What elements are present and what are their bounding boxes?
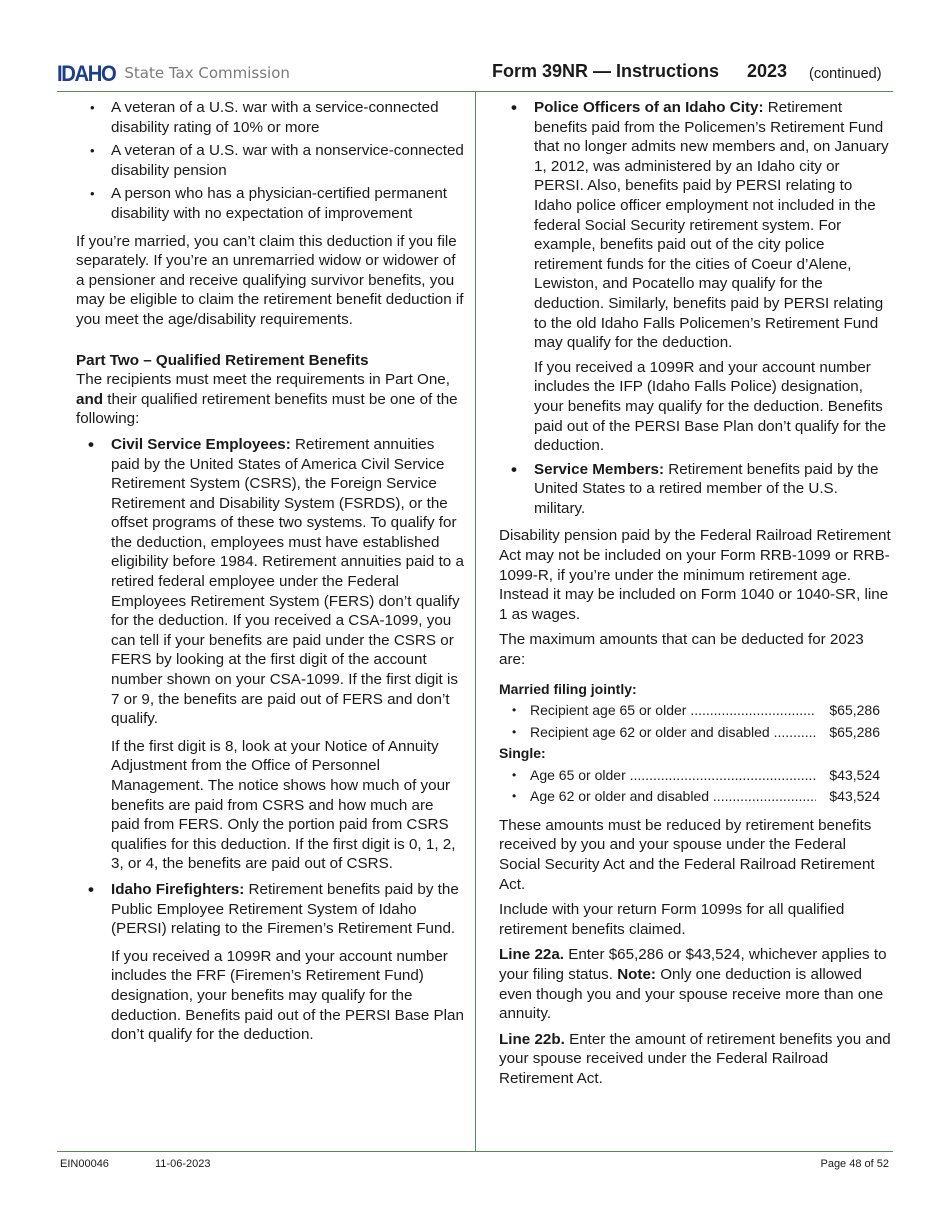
- logo-idaho-word: IDAHO: [57, 61, 116, 87]
- police-officers-text: Retirement benefits paid from the Policemen’s Retirement Fund that no longer admits new members and, on January 1, 2012, was administered by an Idaho city or PERSI. Also, benefits paid by PERSI relating to Idaho police officer employment not included in the federal Social Security retirement system. For example, benefits paid out of the city police retirement funds for the cities of Coeur d’Alene, Lewiston, and Pocatello may qualify for the deduction. Similarly, benefits paid by PERSI relating to the old Idaho Falls Policemen’s Retirement Fund may qualify for the deduction.: [534, 99, 889, 352]
- eligibility-bullet: • A veteran of a U.S. war with a nonservice-connected disability pension: [76, 141, 464, 180]
- firefighters-subparagraph: If you received a 1099R and your account number includes the FRF (Firemen’s Retirement Fund) designation, your benefits may qualify for the deduction. Benefits paid out of the PERSI Base Plan don’t qualify for the deduction.: [111, 947, 464, 1044]
- footer-divider: [57, 1151, 893, 1152]
- include-paragraph: Include with your return Form 1099s for all qualified retirement benefits claimed.: [499, 901, 845, 938]
- service-members-text: Retirement benefits paid by the United States to a retired member of the U.S. military.: [534, 460, 879, 517]
- service-members-item: • Service Members: Retirement benefits paid by the United States to a retired member of the U.S. military.: [511, 459, 879, 517]
- revision-date: 11-06-2023: [155, 1158, 211, 1170]
- line-22a-paragraph: Line 22a. Enter $65,286 or $43,524, whichever applies to your filing status. Note: Only one deduction is allowed even though you and your spouse receive more than one annuity.: [499, 946, 887, 1023]
- page-number: Page 48 of 52: [820, 1158, 889, 1170]
- part-two-heading: Part Two – Qualified Retirement Benefits: [76, 351, 369, 369]
- form-title: Form 39NR — Instructions: [492, 61, 720, 81]
- amount-value: $65,286: [829, 723, 880, 740]
- maximum-amounts-paragraph: The maximum amounts that can be deducted for 2023 are:: [499, 631, 864, 669]
- left-column: [76, 98, 464, 1045]
- eligibility-bullet: • A person who has a physician-certified permanent disability with no expectation of improvement: [76, 184, 464, 223]
- civil-service-subparagraph: If the first digit is 8, look at your Notice of Annuity Adjustment from the Office of Personnel Management. The notice shows how much of your benefits are paid from CSRS and how much are paid from FERS. Only the portion paid from CSRS qualifies for this deduction. If the first digit is 0, 1, 2, 3, or 4, the benefits are paid out of CSRS.: [111, 737, 456, 873]
- page-header: [57, 58, 893, 88]
- part-two-intro: The recipients must meet the requirements in Part One, and their qualified retirement benefits must be one of the following:: [76, 371, 458, 428]
- form-year: 2023: [747, 61, 788, 81]
- amount-value: $65,286: [829, 702, 880, 719]
- married-paragraph: If you’re married, you can’t claim this deduction if you file separately. If you’re an unremarried widow or widower of a pensioner and receive qualifying survivor benefits, you may be eligible to claim the retirement benefit deduction if you meet the age/disability requirements.: [76, 232, 464, 328]
- amount-row: • Recipient age 65 or older ..... $65,286: [499, 700, 891, 722]
- firefighters-text: Retirement benefits paid by the Public Employee Retirement System of Idaho (PERSI) relating to the Firemen’s Retirement Fund.: [111, 880, 459, 938]
- amount-value: $43,524: [829, 788, 880, 805]
- right-column: [499, 98, 891, 1095]
- single-heading: Single:: [499, 745, 546, 762]
- police-officers-item: • Police Officers of an Idaho City: Retirement benefits paid from the Policemen’s Retirement Fund that no longer admits new members and, on January 1, 2012, was administered by an Idaho city or PERSI. Also, benefits paid by PERSI relating to Idaho police officer employment not included in the federal Social Security retirement system. For example, benefits paid out of the city police retirement funds for the cities of Coeur d’Alene, Lewiston, and Pocatello may qualify for the deduction. Similarly, benefits paid by PERSI relating to the old Idaho Falls Policemen’s Retirement Fund may qualify for the deduction.: [511, 98, 889, 352]
- eligibility-bullet: • A veteran of a U.S. war with a service-connected disability rating of 10% or more: [76, 98, 464, 137]
- amount-value: $43,524: [829, 766, 880, 783]
- column-divider: [475, 92, 476, 1151]
- firefighters-item: • Idaho Firefighters: Retirement benefits paid by the Public Employee Retirement System of Idaho (PERSI) relating to the Firemen’s Retirement Fund.: [88, 879, 459, 938]
- service-members-label: Service Members:: [534, 460, 665, 478]
- logo-subtitle: State Tax Commission: [124, 64, 290, 83]
- continued-label: (continued): [809, 66, 882, 82]
- idaho-state-tax-commission-logo: [57, 62, 290, 86]
- amount-row: • Age 65 or older ..... $43,524: [499, 765, 891, 787]
- married-filing-jointly-heading: Married filing jointly:: [499, 680, 637, 697]
- railroad-paragraph: Disability pension paid by the Federal Railroad Retirement Act may not be included on your Form RRB-1099 or RRB-1099-R, if you’re under the minimum retirement age. Instead it may be included on Form 1040 or 1040-SR, line 1 as wages.: [499, 527, 891, 623]
- civil-service-text: Retirement annuities paid by the United States of America Civil Service Retirement System (CSRS), the Foreign Service Retirement and Disability System (FSRDS), or the offset programs of these two systems. To qualify for the deduction, employees must have established eligibility before 1984. Retirement annuities paid to a retired federal employee under the Federal Employees Retirement System (FERS) don’t qualify for the deduction. If you received a CSA-1099, you can tell if your benefits are paid under the CSRS or FERS by looking at the first digit of the account number shown on your CSA-1099. If the first digit is 7 or 9, the benefits are paid out of FERS and don’t qualify.: [111, 435, 464, 728]
- amount-row: • Age 62 or older and disabled ..... $43,524: [499, 786, 891, 808]
- amount-row: • Recipient age 62 or older and disabled ..... $65,286: [499, 722, 891, 744]
- civil-service-label: Civil Service Employees:: [111, 435, 291, 453]
- civil-service-item: • Civil Service Employees: Retirement annuities paid by the United States of America Civil Service Retirement System (CSRS), the Foreign Service Retirement and Disability System (FSRDS), or the offset programs of these two systems. To qualify for the deduction, employees must have established eligibility before 1984. Retirement annuities paid to a retired federal employee under the Federal Employees Retirement System (FERS) don’t qualify for the deduction. If you received a CSA-1099, you can tell if your benefits are paid under the CSRS or FERS by looking at the first digit of the account number shown on your CSA-1099. If the first digit is 7 or 9, the benefits are paid out of FERS and don’t qualify.: [88, 434, 464, 728]
- police-officers-label: Police Officers of an Idaho City:: [534, 99, 764, 116]
- police-officers-subparagraph: If you received a 1099R and your account number includes the IFP (Idaho Falls Police) designation, your benefits may qualify for the deduction. Benefits paid out of the PERSI Base Plan don’t qualify for the deduction.: [534, 358, 887, 455]
- line-22b-paragraph: Line 22b. Enter the amount of retirement benefits you and your spouse received under the Federal Railroad Retirement Act.: [499, 1030, 891, 1087]
- form-id: EIN00046: [60, 1158, 109, 1170]
- reduce-paragraph: These amounts must be reduced by retirement benefits received by you and your spouse under the Federal Social Security Act and the Federal Railroad Retirement Act.: [499, 816, 875, 893]
- firefighters-label: Idaho Firefighters:: [111, 880, 245, 898]
